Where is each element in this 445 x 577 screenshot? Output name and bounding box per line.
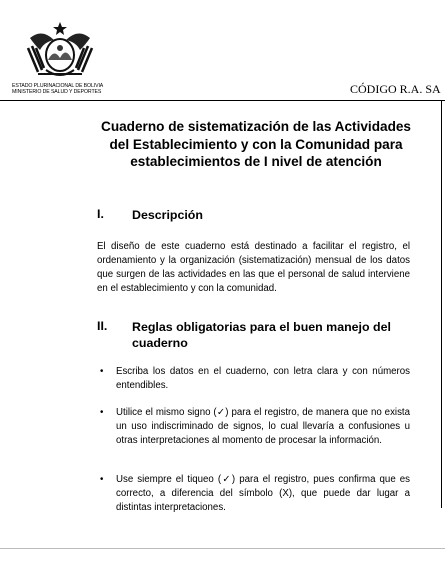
institution-line-1: ESTADO PLURINACIONAL DE BOLIVIA bbox=[12, 83, 104, 89]
section-title: Descripción bbox=[132, 208, 203, 222]
section-number: I. bbox=[97, 207, 104, 221]
description-paragraph: El diseño de este cuaderno está destinado a facilitar el registro, el ordenamiento y la organización (sistematización) mensual de los datos que surgen de las actividades en las que el personal de salud interviene en el establecimiento y con la comunidad. bbox=[97, 241, 410, 294]
bullet-icon: • bbox=[100, 474, 104, 485]
document-title: Cuaderno de sistematización de las Actividades del Establecimiento y con la Comunidad para establecimientos de I nivel de atención bbox=[101, 119, 411, 169]
header-divider bbox=[0, 100, 445, 101]
document-header bbox=[0, 0, 445, 100]
rule-text: Use siempre el tiqueo (✓) para el registro, pues confirma que es correcto, a diferencia del símbolo (X), que puede dar lugar a distintas interpretaciones. bbox=[116, 474, 410, 513]
page-bottom-divider bbox=[0, 548, 445, 549]
document-code-label: CÓDIGO R.A. SA bbox=[350, 82, 441, 96]
bullet-icon: • bbox=[100, 407, 104, 418]
section-title: Reglas obligatorias para el buen manejo del cuaderno bbox=[132, 320, 391, 350]
rule-text: Escriba los datos en el cuaderno, con letra clara y con números entendibles. bbox=[116, 366, 410, 391]
section-number: II. bbox=[97, 319, 108, 333]
rule-text: Utilice el mismo signo (✓) para el registro, de manera que no exista un uso indiscriminado de signos, lo cual llevaría a confusiones u otras interpretaciones al momento de procesar la información. bbox=[116, 407, 410, 446]
page-right-border bbox=[441, 100, 442, 508]
institution-line-2: MINISTERIO DE SALUD Y DEPORTES bbox=[12, 89, 102, 95]
coat-of-arms-icon bbox=[24, 18, 96, 80]
bullet-icon: • bbox=[100, 366, 104, 377]
